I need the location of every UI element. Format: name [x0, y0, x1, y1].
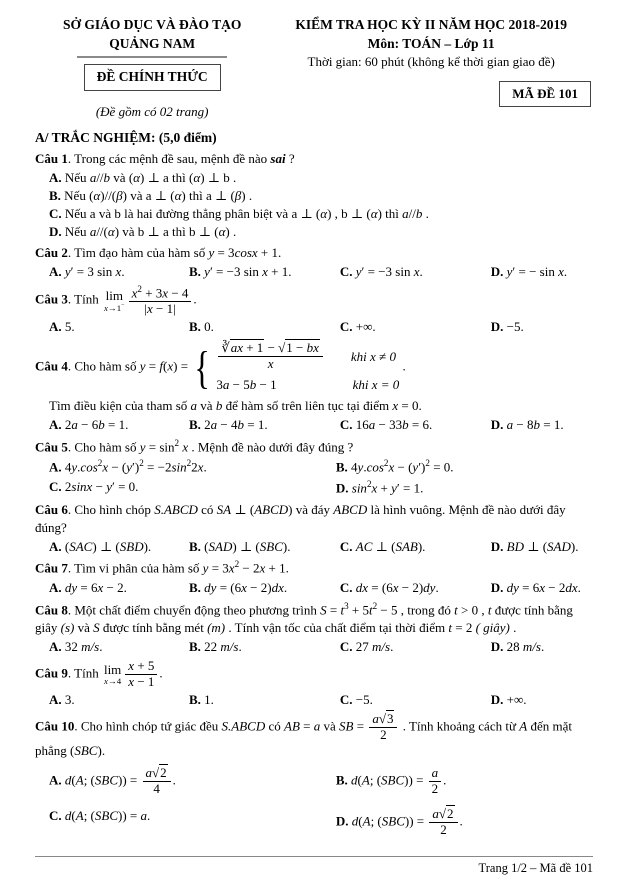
options	[35, 457, 593, 498]
department-line1: SỞ GIÁO DỤC VÀ ĐÀO TẠO	[62, 17, 242, 32]
question-stem: Câu 3. Tính lim x→1− $\frac{x^2 + 3x - 4}{|x - 1|}$ .	[35, 284, 197, 317]
options	[35, 263, 593, 281]
options	[35, 318, 593, 336]
question-stem: Câu 6. Cho hình chóp S.ABCD có SA ⊥ (ABCD) và đáy ABCD là hình vuông. Mệnh đề nào dưới đây đúng?	[35, 501, 566, 535]
option-C: C. Nếu a và b là hai đường thẳng phân biệt và a ⊥ (α) , b ⊥ (α) thì a//b .	[49, 206, 429, 222]
question-stem: Câu 7. Tìm vi phân của hàm số $y = 3x^2 - 2x + 1$.	[35, 559, 289, 576]
option-D: D. d(A; (SBC)) = $\frac{a√2}{2}$ .	[335, 806, 463, 838]
question-5	[35, 437, 593, 498]
question-7	[35, 558, 593, 596]
pages-note: (Đề gồm có 02 trang)	[95, 103, 209, 119]
official-box-wrap	[35, 64, 269, 91]
option-D: D. a − 8b = 1.	[490, 416, 564, 432]
header-right	[269, 16, 593, 121]
option-B: B. $4y.\cos^2x - (y')^2 = 0$.	[335, 458, 454, 475]
option-B: B. y′ = −3 sin x + 1.	[189, 264, 292, 280]
options	[35, 416, 593, 434]
question-stem: Câu 8. Một chất điểm chuyển động theo phương trình $S = t^3 + 5t^2 - 5$ , trong đó t > 0 , t được tính bằng giây (s) và S được tính bằng mét (m) . Tính vận tốc của chất điểm tại thời điểm t = 2 ( giây) .	[35, 600, 573, 635]
options	[35, 579, 593, 597]
option-A: A. dy = 6x − 2.	[49, 579, 127, 595]
option-A: A. y′ = 3 sin x.	[49, 264, 125, 280]
option-C: C. 2sinx − y′ = 0.	[49, 479, 139, 495]
official-label: ĐỀ CHÍNH THỨC	[84, 64, 221, 91]
option-A: A. $4y.\cos^2x - (y')^2 = -2\sin^22x$.	[49, 458, 207, 475]
option-C: C. AC ⊥ (SAB).	[339, 538, 426, 554]
header-divider	[77, 56, 227, 58]
subject-line: Môn: TOÁN – Lớp 11	[367, 35, 495, 51]
option-C: C. y′ = −3 sin x.	[339, 264, 423, 280]
option-C: C. −5.	[339, 691, 373, 707]
question-stem: Câu 5. Cho hàm số $y = \sin^2 x$ . Mệnh đề nào dưới đây đúng ?	[35, 437, 354, 455]
question-6	[35, 501, 593, 556]
option-A: A. 2a − 6b = 1.	[49, 416, 129, 432]
question-note: Tìm điều kiện của tham số a và b để hàm số trên liên tục tại điểm x = 0.	[49, 397, 422, 413]
option-C: C. dx = (6x − 2)dy.	[339, 579, 439, 595]
question-8	[35, 600, 593, 656]
question-4	[35, 339, 593, 434]
question-stem: Câu 4. Cho hàm số y = f(x) = { ∛ax + 1 − √1 − bx x khi x ≠ 0 3a − 5b − 1 khi x = 0 .	[35, 340, 406, 393]
option-C: C. 16a − 33b = 6.	[339, 416, 433, 432]
option-B: B. dy = (6x − 2)dx.	[189, 579, 288, 595]
option-D: D. 28 m/s.	[490, 638, 545, 654]
option-A: A. (SAC) ⊥ (SBD).	[49, 538, 152, 554]
options	[35, 638, 593, 656]
section-title: A/ TRẮC NGHIỆM: (5,0 điểm)	[35, 129, 217, 145]
question-10	[35, 712, 593, 839]
option-D: D. BD ⊥ (SAD).	[490, 538, 579, 554]
option-B: B. 1.	[189, 691, 214, 707]
question-list	[35, 149, 593, 841]
option-B: B. 0.	[189, 319, 214, 335]
option-A: A. d(A; (SBC)) = $\frac{a√2}{4}$ .	[49, 765, 176, 797]
option-C: C. d(A; (SBC)) = a.	[49, 808, 151, 824]
option-B: B. (SAD) ⊥ (SBC).	[189, 538, 291, 554]
question-stem: Câu 10. Cho hình chóp tứ giác đều S.ABCD có AB = a và SB = $\frac{a√3}{2}$ . Tính khoảng cách từ A đến mặt phẳng (SBC).	[35, 710, 572, 759]
option-B: B. 2a − 4b = 1.	[189, 416, 268, 432]
duration-line: Thời gian: 60 phút (không kể thời gian giao đề)	[307, 54, 555, 70]
option-A: A. Nếu a//b và (α) ⊥ a thì (α) ⊥ b .	[49, 170, 237, 186]
question-1	[35, 150, 593, 241]
option-A: A. 3.	[49, 691, 75, 707]
option-A: A. 5.	[49, 319, 75, 335]
option-D: D. dy = 6x − 2dx.	[490, 579, 581, 595]
option-B: B. d(A; (SBC)) = $\frac{a}{2}$ .	[335, 765, 447, 797]
footer	[35, 856, 593, 877]
question-9	[35, 659, 593, 709]
options	[35, 766, 593, 838]
exam-code-label: MÃ ĐỀ 101	[499, 81, 591, 107]
option-A: A. 32 m/s.	[49, 638, 103, 654]
question-2	[35, 244, 593, 281]
option-D: D. Nếu a//(α) và b ⊥ a thì b ⊥ (α) .	[49, 224, 237, 240]
footer-divider	[35, 856, 593, 857]
option-D: D. +∞.	[490, 691, 527, 707]
options	[35, 538, 593, 556]
question-stem: Câu 1. Trong các mệnh đề sau, mệnh đề nào sai ?	[35, 151, 295, 167]
question-3	[35, 284, 593, 336]
page-number-label: Trang 1/2 – Mã đề 101	[478, 860, 593, 875]
exam-title: KIỂM TRA HỌC KỲ II NĂM HỌC 2018-2019	[295, 17, 567, 32]
department-line2: QUẢNG NAM	[109, 35, 196, 51]
options	[35, 169, 593, 241]
options	[35, 691, 593, 709]
option-B: B. Nếu (α)//(β) và a ⊥ (α) thì a ⊥ (β) .	[49, 188, 253, 204]
option-D: D. y′ = − sin x.	[490, 264, 568, 280]
question-stem: Câu 2. Tìm đạo hàm của hàm số y = 3cosx + 1.	[35, 245, 282, 261]
option-B: B. 22 m/s.	[189, 638, 242, 654]
question-stem: Câu 9. Tính lim x→4 $\frac{x + 5}{x - 1}$ .	[35, 657, 163, 689]
option-D: D. −5.	[490, 319, 524, 335]
option-D: D. $\sin^2x + y' = 1$.	[335, 479, 424, 496]
option-C: C. +∞.	[339, 319, 376, 335]
header	[35, 16, 593, 121]
option-C: C. 27 m/s.	[339, 638, 394, 654]
code-box-wrap	[269, 81, 593, 107]
header-left	[35, 16, 269, 121]
